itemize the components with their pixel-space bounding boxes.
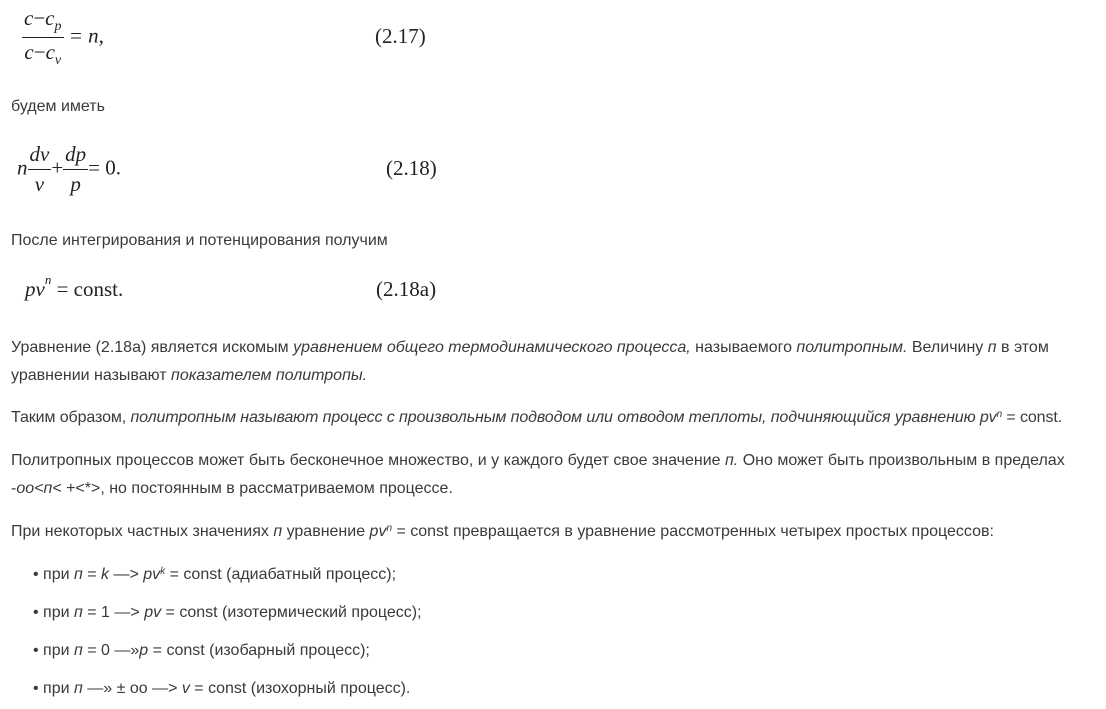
- italic-expr: pv: [144, 604, 162, 621]
- text-segment: Величину: [907, 339, 988, 356]
- superscript-n: n: [386, 523, 393, 534]
- equation-2-18: [17, 142, 121, 197]
- text-segment: называемого: [690, 339, 797, 356]
- text-segment: • при: [33, 680, 74, 697]
- italic-term: политропным называют процесс с произвольным подводом или отводом теплоты, подчиняющийся уравнению pv: [130, 409, 997, 426]
- paragraph-politropnyi-definition: [11, 334, 1103, 390]
- italic-n: п: [74, 566, 83, 583]
- eq-dp: dp: [63, 142, 88, 170]
- eq-p: p: [70, 172, 81, 196]
- eq-fraction-dp-p: [63, 142, 88, 197]
- eq-sub-p: p: [54, 19, 62, 35]
- text-segment: = const превращается в уравнение рассмотренных четырех простых процессов:: [392, 523, 994, 540]
- superscript-k: k: [160, 566, 166, 577]
- text-segment: Политропных процессов может быть бесконечное множество, и у каждого будет свое значение: [11, 452, 725, 469]
- italic-term: показателем политропы.: [171, 367, 368, 384]
- text-segment: уравнение: [282, 523, 370, 540]
- paragraph-politropnyh-processov: [11, 447, 1103, 503]
- paragraph-taking-obrazom: [11, 404, 1062, 432]
- text-segment: Оно может быть произвольным в пределах -: [11, 452, 1065, 497]
- equation-number-2-18a: (2.18а): [376, 277, 437, 301]
- text-segment: = 0 —»: [82, 642, 140, 659]
- list-item-isobaric: [33, 637, 370, 665]
- text-segment: +<*>, но постоянным в рассматриваемом процессе.: [61, 480, 453, 497]
- text-segment: При некоторых частных значениях: [11, 523, 274, 540]
- text-segment: • при: [33, 566, 74, 583]
- text-segment: Уравнение (2.18а) является искомым: [11, 339, 294, 356]
- eq-c: c: [45, 40, 55, 65]
- italic-term: п: [273, 523, 283, 540]
- eq-c: c: [24, 40, 34, 65]
- italic-expr: v: [181, 680, 190, 697]
- text-segment: = const (изохорный процесс).: [189, 680, 411, 697]
- list-item-adiabatic: [33, 561, 396, 589]
- eq-minus: −: [33, 6, 46, 30]
- text-segment: = 1 —>: [82, 604, 145, 621]
- text-segment: =: [82, 566, 102, 583]
- eq-c: c: [45, 6, 55, 30]
- italic-term: п.: [725, 452, 739, 469]
- text-posle-integrirovaniya: После интегрирования и потенцирования получим: [11, 232, 388, 249]
- eq-v: v: [34, 172, 45, 196]
- eq-minus: −: [33, 40, 46, 65]
- equation-2-17-fraction: [22, 6, 64, 69]
- italic-term: п: [987, 339, 997, 356]
- eq-n: n: [17, 155, 28, 180]
- italic-term: политропным.: [796, 339, 908, 356]
- italic-n: п: [74, 642, 83, 659]
- text-segment: = const (изобарный процесс);: [148, 642, 370, 659]
- eq-plus: +: [51, 155, 64, 180]
- eq-fraction-dv-v: [28, 142, 52, 197]
- text-segment: • при: [33, 604, 74, 621]
- text-segment: = const (адиабатный процесс);: [165, 566, 397, 583]
- text-arrow: —>: [109, 566, 144, 583]
- equation-number-2-17: (2.17): [375, 24, 426, 48]
- text-segment: • при: [33, 642, 74, 659]
- italic-expr: p: [139, 642, 149, 659]
- eq-dv: dv: [28, 142, 52, 170]
- eq-pv: pv: [25, 277, 45, 301]
- equation-number-2-18: (2.18): [386, 156, 437, 180]
- italic-term: уравнением общего термодинамического процесса,: [293, 339, 691, 356]
- paragraph-chastnyh-znacheniyah: [11, 518, 994, 546]
- equation-2-17: [22, 6, 104, 69]
- text-segment: в этом уравнении называют: [11, 339, 1049, 384]
- list-item-isothermal: [33, 599, 422, 627]
- text-segment: Таким образом,: [11, 409, 131, 426]
- eq-exp-n: n: [44, 272, 52, 287]
- italic-k: k: [101, 566, 110, 583]
- eq-c: c: [24, 6, 34, 30]
- eq-rhs: = const.: [51, 277, 124, 301]
- italic-term: pv: [369, 523, 387, 540]
- italic-expr: pv: [143, 566, 161, 583]
- list-item-isochoric: [33, 675, 410, 703]
- italic-n: п: [74, 604, 83, 621]
- text-segment: = const.: [1002, 409, 1063, 426]
- text-segment: = const (изотермический процесс);: [161, 604, 422, 621]
- italic-term: оо<п<: [16, 480, 62, 497]
- equation-2-18a: [25, 272, 124, 302]
- italic-n: п: [74, 680, 83, 697]
- eq-rhs: = 0.: [88, 155, 122, 180]
- superscript-n: n: [996, 409, 1003, 420]
- eq-rhs: = n,: [68, 23, 104, 48]
- text-segment: —» ± оо —>: [82, 680, 182, 697]
- eq-sub-v: v: [54, 53, 62, 69]
- text-budem-imet: будем иметь: [11, 98, 105, 115]
